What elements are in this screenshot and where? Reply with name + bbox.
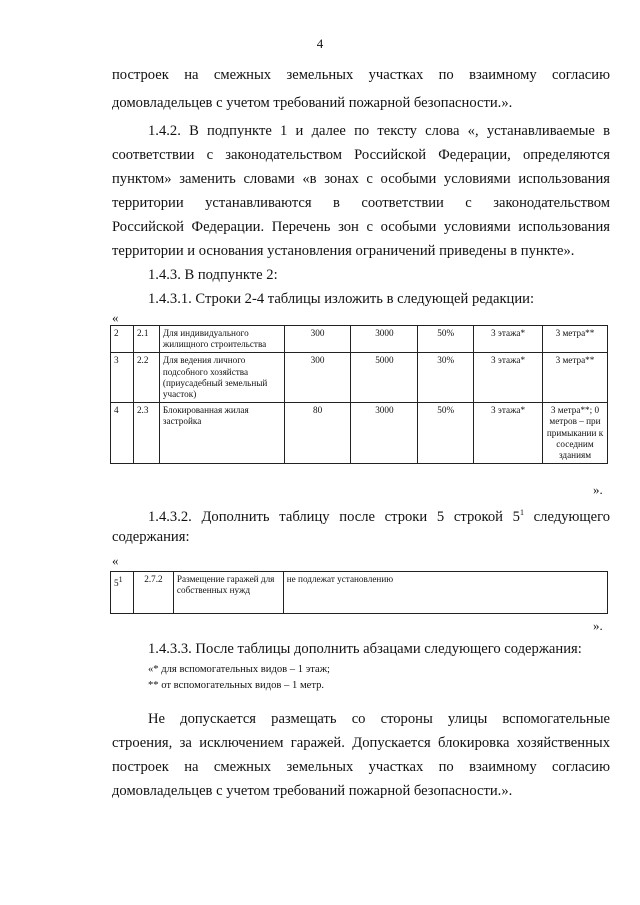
cell-value: 300 bbox=[284, 353, 351, 403]
footnote-line: ** от вспомогательных видов – 1 метр. bbox=[148, 680, 325, 691]
cell-number: 2 bbox=[111, 326, 134, 353]
cell-distance: 3 метра** bbox=[542, 326, 607, 353]
cell-number: 3 bbox=[111, 353, 134, 403]
cell-percent: 30% bbox=[418, 353, 474, 403]
paragraph-line: Российской Федерации. Перечень зон с особыми условиями использования bbox=[112, 219, 610, 235]
cell-number-text: 5 bbox=[114, 578, 119, 589]
cell-distance: 3 метра** bbox=[542, 353, 607, 403]
cell-code: 2.7.2 bbox=[133, 572, 173, 614]
paragraph-line: территории устанавливаются в соответствии с законодательством bbox=[112, 195, 610, 211]
cell-value: 300 bbox=[284, 326, 351, 353]
paragraph-text: 1.4.3.2. Дополнить таблицу после строки 5 строкой 5 bbox=[148, 508, 520, 525]
paragraph-line: Не допускается размещать со стороны улицы вспомогательные bbox=[148, 711, 610, 727]
cell-name: Размещение гаражей для собственных нужд bbox=[173, 572, 283, 614]
cell-floors: 3 этажа* bbox=[474, 403, 543, 464]
table-row bbox=[111, 572, 608, 614]
table-row bbox=[111, 403, 608, 464]
close-quote: ». bbox=[593, 482, 603, 497]
cell-value: 5000 bbox=[351, 353, 418, 403]
superscript: 1 bbox=[519, 508, 524, 517]
paragraph-line: домовладельцев с учетом требований пожарной безопасности.». bbox=[112, 95, 513, 111]
cell-number bbox=[111, 572, 134, 614]
footnote-line: «* для вспомогательных видов – 1 этаж; bbox=[148, 664, 330, 675]
paragraph-line: территории и основания установления ограничений приведены в пункте». bbox=[112, 243, 575, 259]
cell-code: 2.1 bbox=[133, 326, 159, 353]
cell-value: не подлежат установлению bbox=[283, 572, 607, 614]
added-row-table bbox=[110, 571, 608, 614]
page-number: 4 bbox=[316, 36, 324, 51]
paragraph-line: домовладельцев с учетом требований пожарной безопасности.». bbox=[112, 783, 513, 799]
paragraph-text: следующего bbox=[523, 508, 610, 525]
cell-value: 80 bbox=[284, 403, 351, 464]
paragraph-line: построек на смежных земельных участках по взаимному согласию bbox=[112, 759, 610, 775]
table-row bbox=[111, 326, 608, 353]
regulations-table bbox=[110, 325, 608, 464]
cell-name: Для ведения личного подсобного хозяйства (приусадебный земельный участок) bbox=[159, 353, 284, 403]
cell-value: 3000 bbox=[351, 326, 418, 353]
paragraph-line: пунктом» заменить словами «в зонах с особыми условиями использования bbox=[112, 171, 610, 187]
cell-percent: 50% bbox=[418, 326, 474, 353]
paragraph-line: 1.4.3. В подпункте 2: bbox=[148, 267, 278, 283]
paragraph-line: содержания: bbox=[112, 529, 190, 545]
cell-distance: 3 метра**; 0 метров – при примыкании к соседним зданиям bbox=[542, 403, 607, 464]
open-quote: « bbox=[112, 310, 119, 325]
paragraph-line: соответствии с законодательством Российской Федерации, определяются bbox=[112, 147, 610, 163]
superscript: 1 bbox=[118, 575, 123, 584]
paragraph-line: строения, за исключением гаражей. Допускается блокировка хозяйственных bbox=[112, 735, 610, 751]
cell-code: 2.3 bbox=[133, 403, 159, 464]
cell-number: 4 bbox=[111, 403, 134, 464]
cell-name: Для индивидуального жилищного строительства bbox=[159, 326, 284, 353]
paragraph-line: построек на смежных земельных участках по взаимному согласию bbox=[112, 67, 610, 83]
cell-percent: 50% bbox=[418, 403, 474, 464]
paragraph-line: 1.4.3.3. После таблицы дополнить абзацами следующего содержания: bbox=[148, 641, 582, 657]
close-quote: ». bbox=[593, 618, 603, 633]
cell-floors: 3 этажа* bbox=[474, 326, 543, 353]
paragraph-line bbox=[148, 504, 610, 526]
cell-code: 2.2 bbox=[133, 353, 159, 403]
open-quote: « bbox=[112, 553, 119, 568]
cell-floors: 3 этажа* bbox=[474, 353, 543, 403]
paragraph-line: 1.4.3.1. Строки 2-4 таблицы изложить в следующей редакции: bbox=[148, 291, 535, 307]
cell-value: 3000 bbox=[351, 403, 418, 464]
table-row bbox=[111, 353, 608, 403]
paragraph-line: 1.4.2. В подпункте 1 и далее по тексту слова «, устанавливаемые в bbox=[148, 123, 610, 139]
cell-name: Блокированная жилая застройка bbox=[159, 403, 284, 464]
